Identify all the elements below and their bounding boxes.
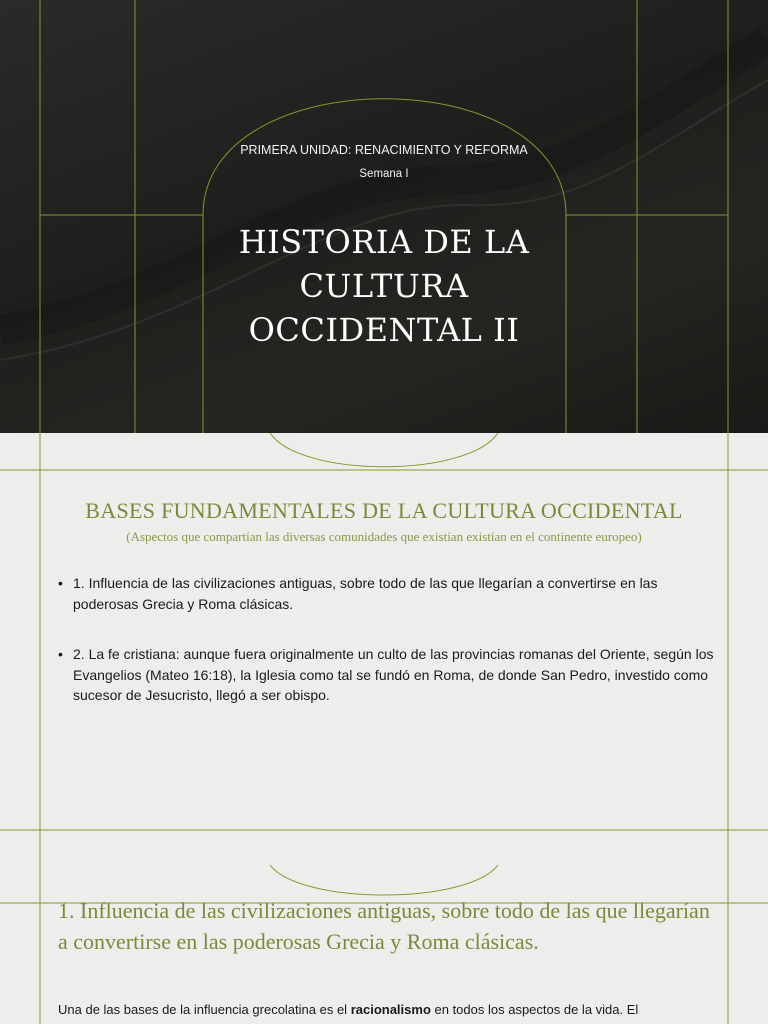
section-subheading: (Aspectos que compartían las diversas comunidades que existían existían en el continente europeo) bbox=[126, 529, 642, 544]
fundamentals-slide bbox=[0, 433, 768, 865]
list-item: • 2. La fe cristiana: aunque fuera originalmente un culto de las provincias romanas del Oriente, según los Evangelios (Mateo 16:18), la Iglesia como tal se fundó en Roma, de donde San Pedro, investido como sucesor de Jesucristo, llegó a ser obispo. bbox=[58, 644, 718, 706]
title-slide-decoration bbox=[0, 0, 768, 433]
body-text-start: Una de las bases de la influencia grecolatina es el bbox=[58, 1002, 351, 1017]
unit-subtitle: PRIMERA UNIDAD: RENACIMIENTO Y REFORMA bbox=[240, 143, 528, 157]
title-slide bbox=[0, 0, 768, 433]
week-label: Semana I bbox=[359, 168, 409, 180]
influence-slide bbox=[0, 865, 768, 1024]
body-text bbox=[58, 1001, 718, 1019]
slide-title bbox=[0, 220, 768, 352]
title-line: OCCIDENTAL II bbox=[248, 311, 520, 349]
body-text-end: en todos los aspectos de la vida. El bbox=[430, 1002, 639, 1017]
bullet-list bbox=[58, 573, 718, 736]
body-text-bold: racionalismo bbox=[350, 1002, 431, 1017]
title-line: CULTURA bbox=[299, 267, 469, 305]
list-item: • 1. Influencia de las civilizaciones antiguas, sobre todo de las que llegarían a convertirse en las poderosas Grecia y Roma clásicas. bbox=[58, 573, 718, 614]
section-heading: 1. Influencia de las civilizaciones antiguas, sobre todo de las que llegarían a convertirse en las poderosas Grecia y Roma clásicas. bbox=[58, 898, 710, 954]
section-heading: BASES FUNDAMENTALES DE LA CULTURA OCCIDENTAL bbox=[85, 498, 683, 523]
title-line: HISTORIA DE LA bbox=[238, 223, 530, 261]
